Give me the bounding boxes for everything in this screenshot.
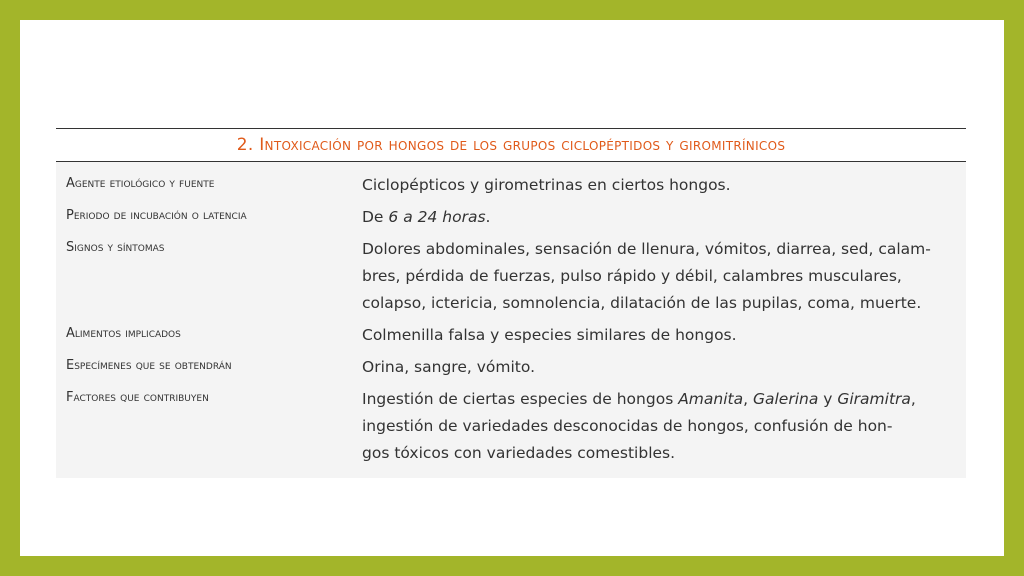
value-text: , bbox=[743, 390, 753, 408]
row-value: Orina, sangre, vómito. bbox=[362, 358, 535, 376]
row-label: Alimentos implicados bbox=[66, 326, 181, 341]
value-text: De bbox=[362, 208, 389, 226]
value-line: colapso, ictericia, somnolencia, dilatación de las pupilas, coma, muerte. bbox=[362, 294, 922, 312]
table-row bbox=[56, 322, 966, 349]
value-line bbox=[362, 386, 958, 413]
value-line: ingestión de variedades desconocidas de hongos, confusión de hon- bbox=[362, 417, 893, 435]
row-value bbox=[362, 236, 958, 317]
value-text: , bbox=[910, 390, 916, 408]
slide bbox=[20, 20, 1004, 556]
value-text: . bbox=[485, 208, 491, 226]
table-body bbox=[56, 162, 966, 478]
row-value: Colmenilla falsa y especies similares de hongos. bbox=[362, 326, 737, 344]
value-italic-text: 6 a 24 horas bbox=[388, 208, 486, 226]
table-row bbox=[56, 386, 966, 467]
value-italic-text: Giramitra bbox=[837, 390, 911, 408]
value-line: gos tóxicos con variedades comestibles. bbox=[362, 444, 676, 462]
row-label: Periodo de incubación o latencia bbox=[66, 208, 247, 223]
row-label: Especímenes que se obtendrán bbox=[66, 358, 232, 373]
value-italic-text: Galerina bbox=[752, 390, 819, 408]
row-label: Signos y síntomas bbox=[66, 240, 165, 255]
table-row bbox=[56, 172, 966, 199]
row-label: Factores que contribuyen bbox=[66, 390, 209, 405]
value-italic-text: Amanita bbox=[678, 390, 744, 408]
value-text: Ingestión de ciertas especies de hongos bbox=[362, 390, 679, 408]
row-label: Agente etiológico y fuente bbox=[66, 176, 215, 191]
table-row bbox=[56, 236, 966, 317]
row-value bbox=[362, 204, 958, 231]
value-line: Dolores abdominales, sensación de llenura, vómitos, diarrea, sed, calam- bbox=[362, 240, 931, 258]
value-line: bres, pérdida de fuerzas, pulso rápido y débil, calambres musculares, bbox=[362, 267, 902, 285]
row-value: Ciclopépticos y girometrinas en ciertos hongos. bbox=[362, 176, 731, 194]
row-value bbox=[362, 386, 958, 467]
value-text: y bbox=[818, 390, 838, 408]
table-title: 2. Intoxicación por hongos de los grupos ciclopéptidos y giromitrínicos bbox=[236, 135, 786, 155]
table-title-bar bbox=[56, 129, 966, 161]
info-table bbox=[56, 128, 966, 478]
table-row bbox=[56, 354, 966, 381]
table-row bbox=[56, 204, 966, 231]
